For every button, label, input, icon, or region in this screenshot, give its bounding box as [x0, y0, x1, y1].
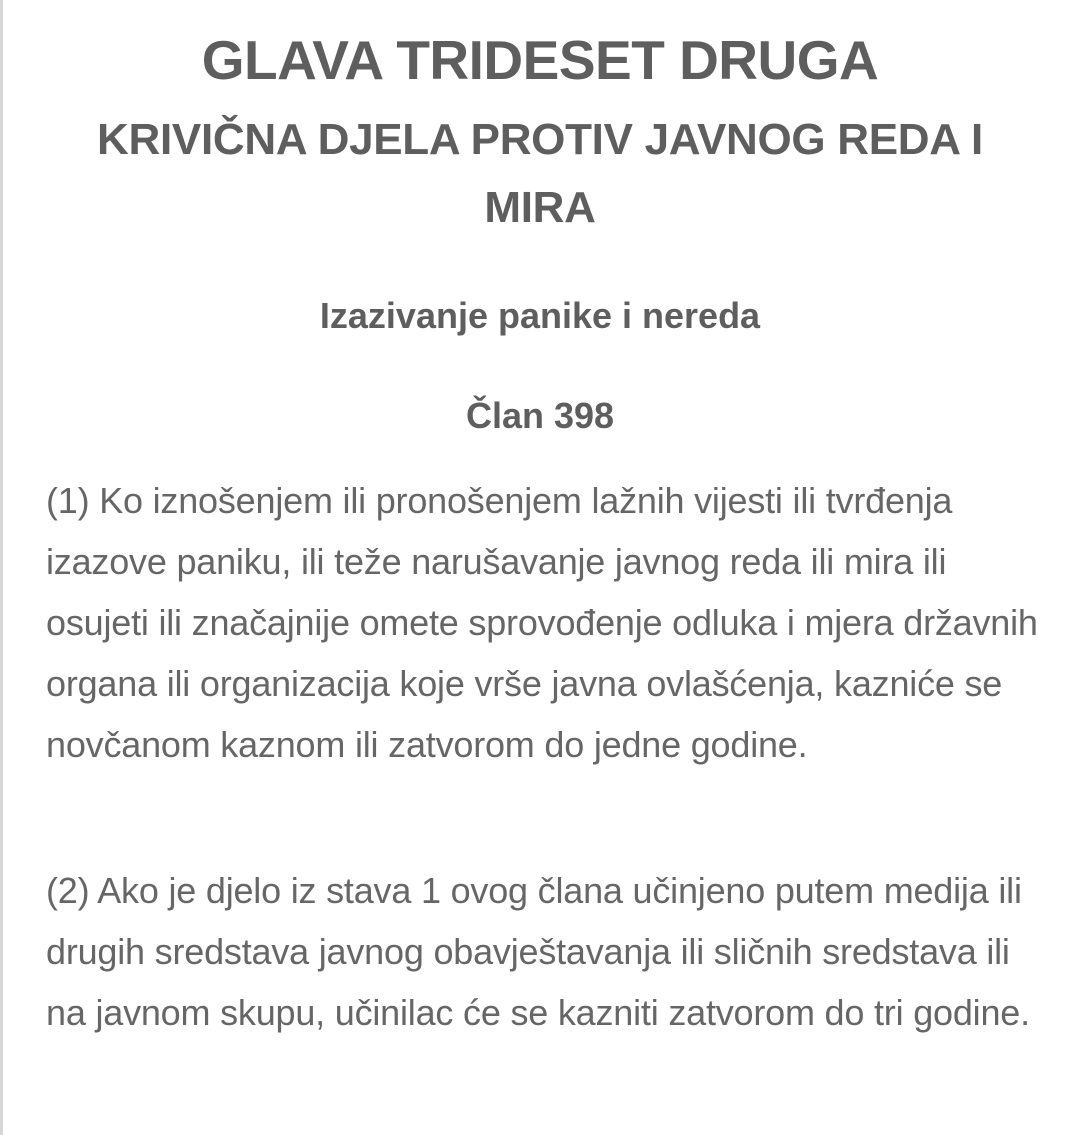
article-title: Član 398: [465, 395, 615, 436]
section-title: Izazivanje panike i nereda: [319, 295, 761, 336]
chapter-subtitle: KRIVIČNA DJELA PROTIV JAVNOG REDA I MIRA: [97, 115, 983, 232]
chapter-title: GLAVA TRIDESET DRUGA: [201, 29, 879, 91]
article-paragraph-2: (2) Ako je djelo iz stava 1 ovog člana učinjeno putem medija ili drugih sredstava javnog obavještavanja ili sličnih sredstava ili na javnom skupu, učinilac će se kazniti zatvorom do tri godine.: [46, 870, 1030, 1033]
article-paragraph-1: (1) Ko iznošenjem ili pronošenjem lažnih vijesti ili tvrđenja izazove paniku, ili teže narušavanje javnog reda ili mira ili osujeti ili značajnije omete sprovođenje odluka i mjera državnih organa ili organizacija koje vrše javna ovlašćenja, kazniće se novčanom kaznom ili zatvorom do jedne godine.: [46, 480, 1038, 765]
